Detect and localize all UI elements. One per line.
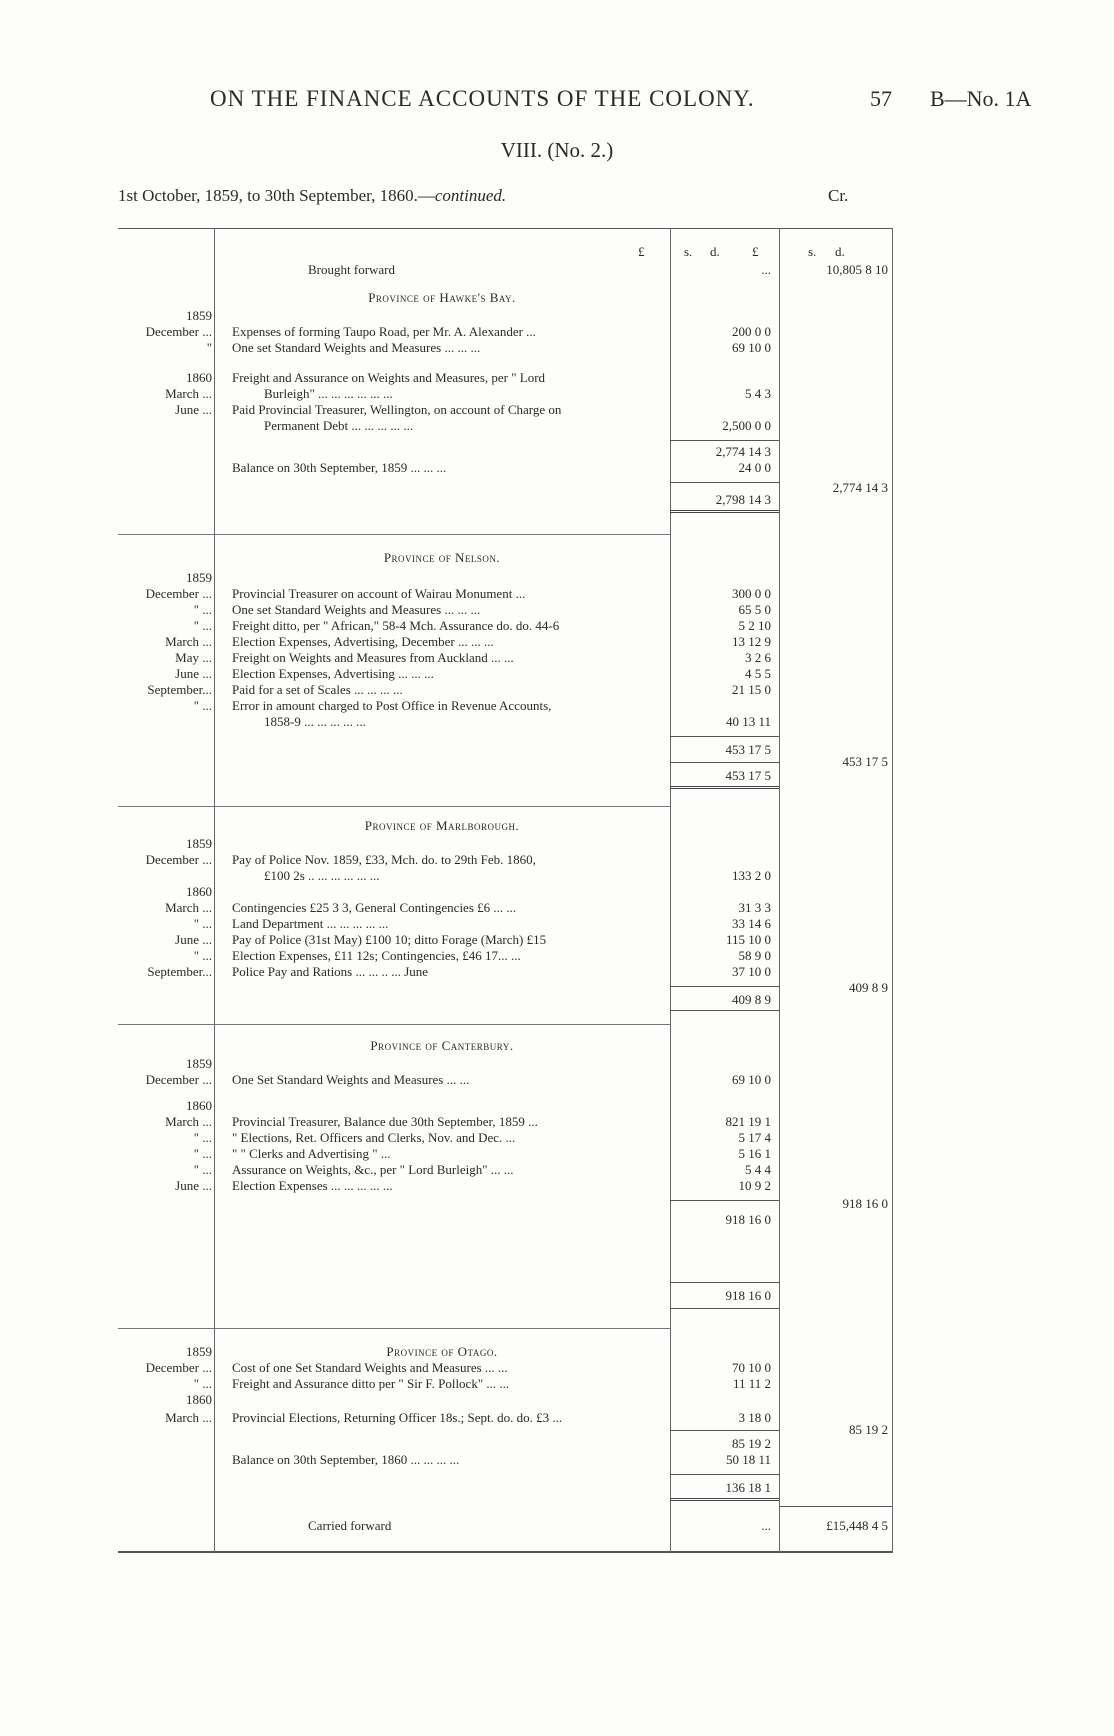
row-amount: 2,500 0 0: [722, 418, 771, 433]
row-date: March ...: [165, 1114, 212, 1129]
row-description: Provincial Treasurer on account of Wairau Monument ...: [232, 586, 526, 601]
row-amount: 69 10 0: [732, 340, 771, 355]
row-amount: 200 0 0: [732, 324, 771, 339]
ledger-row: [118, 370, 892, 386]
row-description: Expenses of forming Taupo Road, per Mr. A. Alexander ...: [232, 324, 536, 339]
document-title: ON THE FINANCE ACCOUNTS OF THE COLONY.: [210, 86, 755, 111]
section-carried-total: 918 16 0: [842, 1196, 888, 1211]
total-row: [118, 1288, 892, 1304]
row-date: 1860: [186, 1098, 212, 1113]
column-divider-total: [892, 228, 893, 1553]
subtotal-row: [118, 444, 892, 460]
row-date: March ...: [165, 1410, 212, 1425]
ledger-row: [118, 308, 892, 324]
section-subtotal: 85 19 2: [732, 1436, 771, 1451]
brought-forward-amount: ...: [761, 262, 771, 277]
section-title-marlborough: Province of Marlborough.: [364, 818, 520, 833]
statement-period: [118, 186, 506, 206]
row-description: Permanent Debt ... ... ... ... ...: [264, 418, 414, 433]
ledger-row: [118, 1178, 892, 1194]
row-description: Election Expenses ... ... ... ... ...: [232, 1178, 393, 1193]
ledger-row: [118, 1344, 892, 1360]
total-rule: [670, 1474, 779, 1475]
row-date: ": [206, 340, 212, 355]
subtotal-rule: [670, 1430, 779, 1431]
row-date: 1859: [186, 308, 212, 323]
row-description: Provincial Treasurer, Balance due 30th September, 1859 ...: [232, 1114, 538, 1129]
row-description: One set Standard Weights and Measures ... ... ...: [232, 602, 481, 617]
ledger-row: [118, 570, 892, 586]
section-separator: [118, 806, 670, 807]
row-description: Freight ditto, per " African," 58-4 Mch. Assurance do. do. 44-6: [232, 618, 560, 633]
row-date: March ...: [165, 386, 212, 401]
ledger-row: [118, 1056, 892, 1072]
total-close-rule: [670, 1308, 779, 1309]
ledger-row: [118, 1130, 892, 1146]
section-total: 918 16 0: [725, 1288, 771, 1303]
ledger-row: [118, 852, 892, 868]
section-subtotal: 918 16 0: [725, 1212, 771, 1227]
ledger-row: [118, 868, 892, 884]
row-description: Election Expenses, £11 12s; Contingencies, £46 17... ...: [232, 948, 521, 963]
row-date: " ...: [193, 698, 212, 713]
row-amount: 300 0 0: [732, 586, 771, 601]
row-description: Provincial Elections, Returning Officer 18s.; Sept. do. do. £3 ...: [232, 1410, 563, 1425]
total-rule: [670, 1282, 779, 1283]
ledger-row: [118, 714, 892, 730]
row-description: Paid Provincial Treasurer, Wellington, on account of Charge on: [232, 402, 562, 417]
row-description: Freight on Weights and Measures from Auckland ... ...: [232, 650, 514, 665]
balance-amount: 50 18 11: [725, 1452, 771, 1467]
ledger-row: [118, 884, 892, 900]
row-date: December ...: [145, 324, 212, 339]
total-row: [118, 492, 892, 508]
row-description: One Set Standard Weights and Measures ... ...: [232, 1072, 470, 1087]
row-date: " ...: [193, 602, 212, 617]
row-amount: 40 13 11: [725, 714, 771, 729]
ledger-row: [118, 650, 892, 666]
row-description: Election Expenses, Advertising, December ... ... ...: [232, 634, 494, 649]
section-total: 453 17 5: [725, 768, 771, 783]
row-description: Freight and Assurance on Weights and Measures, per " Lord: [232, 370, 546, 385]
balance-label: Balance on 30th September, 1859 ... ... ...: [232, 460, 447, 475]
section-carried-total: 2,774 14 3: [832, 480, 888, 495]
row-date: " ...: [193, 1376, 212, 1391]
row-description: Land Department ... ... ... ... ...: [232, 916, 389, 931]
row-amount: 115 10 0: [725, 932, 771, 947]
row-amount: 65 5 0: [738, 602, 771, 617]
row-date: " ...: [193, 1162, 212, 1177]
brought-forward-total: 10,805 8 10: [826, 262, 888, 277]
col-head-pence: d.: [710, 244, 720, 259]
row-date: June ...: [175, 1178, 212, 1193]
row-date: June ...: [175, 666, 212, 681]
row-amount: 133 2 0: [732, 868, 771, 883]
row-description: Freight and Assurance ditto per " Sir F. Pollock" ... ...: [232, 1376, 510, 1391]
row-date: June ...: [175, 932, 212, 947]
ledger-row: [118, 1392, 892, 1408]
row-description: " Elections, Ret. Officers and Clerks, Nov. and Dec. ...: [232, 1130, 516, 1145]
row-description: Paid for a set of Scales ... ... ... ...: [232, 682, 403, 697]
row-date: 1859: [186, 1056, 212, 1071]
total-double-rule: [670, 786, 779, 789]
row-amount: 69 10 0: [732, 1072, 771, 1087]
balance-row: [118, 460, 892, 476]
row-amount: 3 2 6: [745, 650, 771, 665]
col-head-shillings: s.: [684, 244, 693, 259]
row-amount: 821 19 1: [725, 1114, 771, 1129]
carried-forward-amount: ...: [761, 1518, 771, 1533]
row-date: " ...: [193, 1130, 212, 1145]
ledger-row: [118, 1098, 892, 1114]
subtotal-rule: [670, 736, 779, 737]
ledger-row: [118, 1146, 892, 1162]
row-amount: 5 17 4: [738, 1130, 771, 1145]
row-amount: 10 9 2: [738, 1178, 771, 1193]
carried-forward-label: Carried forward: [308, 1518, 392, 1533]
row-date: 1859: [186, 836, 212, 851]
row-amount: 5 4 3: [745, 386, 771, 401]
row-amount: 37 10 0: [732, 964, 771, 979]
section-separator: [118, 534, 670, 535]
document-code: B—No. 1A: [930, 86, 1032, 111]
row-date: March ...: [165, 900, 212, 915]
section-carried-total: 453 17 5: [842, 754, 888, 769]
row-date: " ...: [193, 916, 212, 931]
row-date: September...: [147, 682, 212, 697]
subtotal-close-rule: [670, 1010, 779, 1011]
row-amount: 70 10 0: [732, 1360, 771, 1375]
ledger-row: [118, 1360, 892, 1376]
carried-forward-rule: [779, 1506, 892, 1507]
row-date: December ...: [145, 852, 212, 867]
ledger-row: [118, 698, 892, 714]
page-header: [0, 86, 1114, 116]
ledger-row: [118, 324, 892, 340]
row-amount: 21 15 0: [732, 682, 771, 697]
statement-number: VIII. (No. 2.): [500, 138, 614, 162]
ledger-row: [118, 666, 892, 682]
row-description: Pay of Police Nov. 1859, £33, Mch. do. to 29th Feb. 1860,: [232, 852, 536, 867]
col-head-total-pounds: £: [752, 244, 759, 259]
section-carried-total: 85 19 2: [849, 1422, 888, 1437]
subtotal-rule: [670, 986, 779, 987]
row-date: 1860: [186, 884, 212, 899]
section-separator: [118, 1024, 670, 1025]
ledger-row: [118, 340, 892, 356]
row-amount: 5 4 4: [745, 1162, 771, 1177]
balance-label: Balance on 30th September, 1860 ... ... ... ...: [232, 1452, 460, 1467]
row-date: March ...: [165, 634, 212, 649]
period-text: 1st October, 1859, to 30th September, 1860.—: [118, 186, 435, 205]
section-title-hawkes-bay: Province of Hawke's Bay.: [368, 290, 516, 305]
row-description: 1858-9 ... ... ... ... ...: [264, 714, 366, 729]
carried-forward-total: £15,448 4 5: [826, 1518, 888, 1533]
row-description: £100 2s .. ... ... ... ... ...: [264, 868, 380, 883]
subtotal-rule: [670, 1200, 779, 1201]
row-amount: 13 12 9: [732, 634, 771, 649]
section-total: 2,798 14 3: [715, 492, 771, 507]
ledger-row: [118, 386, 892, 402]
row-description: Election Expenses, Advertising ... ... ...: [232, 666, 434, 681]
balance-amount: 24 0 0: [738, 460, 771, 475]
section-total: 136 18 1: [725, 1480, 771, 1495]
section-title-nelson: Province of Nelson.: [383, 550, 501, 565]
total-row: [118, 768, 892, 784]
row-amount: 3 18 0: [738, 1410, 771, 1425]
section-subtotal: 409 8 9: [732, 992, 771, 1007]
ledger-row: [118, 932, 892, 948]
row-date: June ...: [175, 402, 212, 417]
subtotal-rule: [670, 440, 779, 441]
page-number: 57: [870, 86, 892, 111]
ledger-row: [118, 418, 892, 434]
row-amount: 33 14 6: [732, 916, 771, 931]
section-subtotal: 453 17 5: [725, 742, 771, 757]
row-date: " ...: [193, 948, 212, 963]
brought-forward-label: Brought forward: [308, 262, 396, 277]
row-description: " " Clerks and Advertising " ...: [232, 1146, 391, 1161]
ledger-row: [118, 634, 892, 650]
row-amount: 31 3 3: [738, 900, 771, 915]
row-description: Contingencies £25 3 3, General Contingencies £6 ... ...: [232, 900, 517, 915]
row-date: September...: [147, 964, 212, 979]
ledger-row: [118, 964, 892, 980]
row-date: May ...: [175, 650, 212, 665]
total-double-rule: [670, 510, 779, 513]
row-amount: 4 5 5: [745, 666, 771, 681]
subtotal-row: [118, 1436, 892, 1452]
row-date: 1860: [186, 1392, 212, 1407]
ledger-row: [118, 586, 892, 602]
section-title-canterbury: Province of Canterbury.: [370, 1038, 514, 1053]
ledger-row: [118, 1114, 892, 1130]
row-description: Assurance on Weights, &c., per " Lord Burleigh" ... ...: [232, 1162, 514, 1177]
row-description: Burleigh" ... ... ... ... ... ...: [264, 386, 393, 401]
ledger-row: [118, 682, 892, 698]
total-double-rule: [670, 1498, 779, 1501]
row-description: Pay of Police (31st May) £100 10; ditto Forage (March) £15: [232, 932, 547, 947]
row-description: Error in amount charged to Post Office in Revenue Accounts,: [232, 698, 552, 713]
ledger-row: [118, 900, 892, 916]
ledger-row: [118, 1072, 892, 1088]
row-date: December ...: [145, 586, 212, 601]
col-head-total-pence: d.: [835, 244, 845, 259]
ledger-row: [118, 402, 892, 418]
section-title-otago: Province of Otago.: [386, 1344, 498, 1359]
balance-row: [118, 1452, 892, 1468]
ledger-row: [118, 1162, 892, 1178]
row-date: 1859: [186, 1344, 212, 1359]
row-amount: 5 16 1: [738, 1146, 771, 1161]
row-description: Cost of one Set Standard Weights and Measures ... ...: [232, 1360, 508, 1375]
ledger-row: [118, 948, 892, 964]
ledger-row: [118, 1376, 892, 1392]
section-separator: [118, 1328, 670, 1329]
credit-side-label: Cr.: [828, 186, 849, 205]
section-carried-total: 409 8 9: [849, 980, 888, 995]
col-head-pounds: £: [638, 244, 645, 259]
carried-forward-row: [118, 1518, 892, 1534]
total-rule: [670, 482, 779, 483]
row-date: " ...: [193, 1146, 212, 1161]
row-description: One set Standard Weights and Measures ... ... ...: [232, 340, 481, 355]
ledger-row: [118, 916, 892, 932]
period-continued: continued.: [434, 186, 507, 205]
ledger-row: [118, 836, 892, 852]
row-date: 1859: [186, 570, 212, 585]
carried-row: [118, 1196, 892, 1212]
row-date: " ...: [193, 618, 212, 633]
row-amount: 58 9 0: [738, 948, 771, 963]
col-head-total-shillings: s.: [808, 244, 817, 259]
ledger-row: [118, 618, 892, 634]
total-rule: [670, 762, 779, 763]
ledger-row: [118, 602, 892, 618]
row-date: 1860: [186, 370, 212, 385]
row-amount: 11 11 2: [732, 1376, 771, 1391]
subtotal-row: [118, 1212, 892, 1228]
ledger-table: [118, 228, 892, 1553]
row-date: December ...: [145, 1072, 212, 1087]
total-row: [118, 1480, 892, 1496]
brought-forward-row: [118, 262, 892, 278]
row-date: December ...: [145, 1360, 212, 1375]
subtotal-row: [118, 992, 892, 1008]
section-subtotal: 2,774 14 3: [715, 444, 771, 459]
row-description: Police Pay and Rations ... ... .. ... June: [232, 964, 429, 979]
row-amount: 5 2 10: [738, 618, 771, 633]
